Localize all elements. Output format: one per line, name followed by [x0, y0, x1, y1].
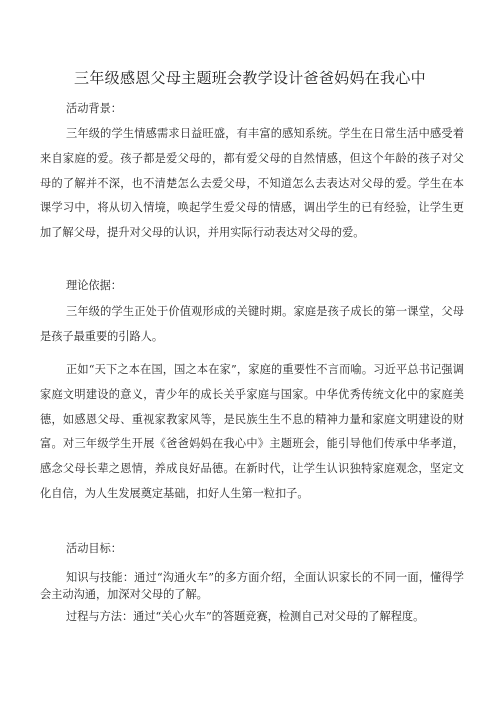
goals-heading: 活动目标： — [66, 542, 122, 555]
theory-heading: 理论依据： — [66, 279, 122, 292]
background-heading: 活动背景： — [66, 102, 122, 115]
theory-paragraph-1: 三年级的学生正处于价值观形成的关键时期。家庭是孩子成长的第一课堂，父母是孩子最重要的引路人。 — [40, 305, 464, 343]
document-title: 三年级感恩父母主题班会教学设计爸爸妈妈在我心中 — [74, 69, 426, 87]
goal-process-methods: 过程与方法：通过“关心火车”的答题竞赛，检测自己对父母的了解程度。 — [66, 610, 425, 623]
background-paragraph: 三年级的学生情感需求日益旺盛，有丰富的感知系统。学生在日常生活中感受着来自家庭的爱。孩子都是爱父母的，都有爱父母的自然情感，但这个年龄的孩子对父母的了解并不深，也不清楚怎么去爱父母，不知道怎么去表达对父母的爱。学生在本课学习中，将从切入情境，唤起学生爱父母的情感，调出学生的已有经验，让学生更加了解父母，提升对父母的认识，并用实际行动表达对父母的爱。 — [40, 127, 464, 240]
theory-paragraph-2: 正如“天下之本在国，国之本在家”，家庭的重要性不言而喻。习近平总书记强调家庭文明建设的意义，青少年的成长关乎家庭与国家。中华优秀传统文化中的家庭美德，如感恩父母、重视家教家风等，是民族生生不息的精神力量和家庭文明建设的财富。对三年级学生开展《爸爸妈妈在我心中》主题班会，能引导他们传承中华孝道，感念父母长辈之恩情，养成良好品德。在新时代，让学生认识独特家庭观念，坚定文化自信，为人生发展奠定基础，扣好人生第一粒扣子。 — [40, 363, 464, 500]
goal-knowledge-skills: 知识与技能：通过“沟通火车”的多方面介绍，全面认识家长的不同一面，懂得学会主动沟通，加深对父母的了解。 — [40, 571, 464, 601]
